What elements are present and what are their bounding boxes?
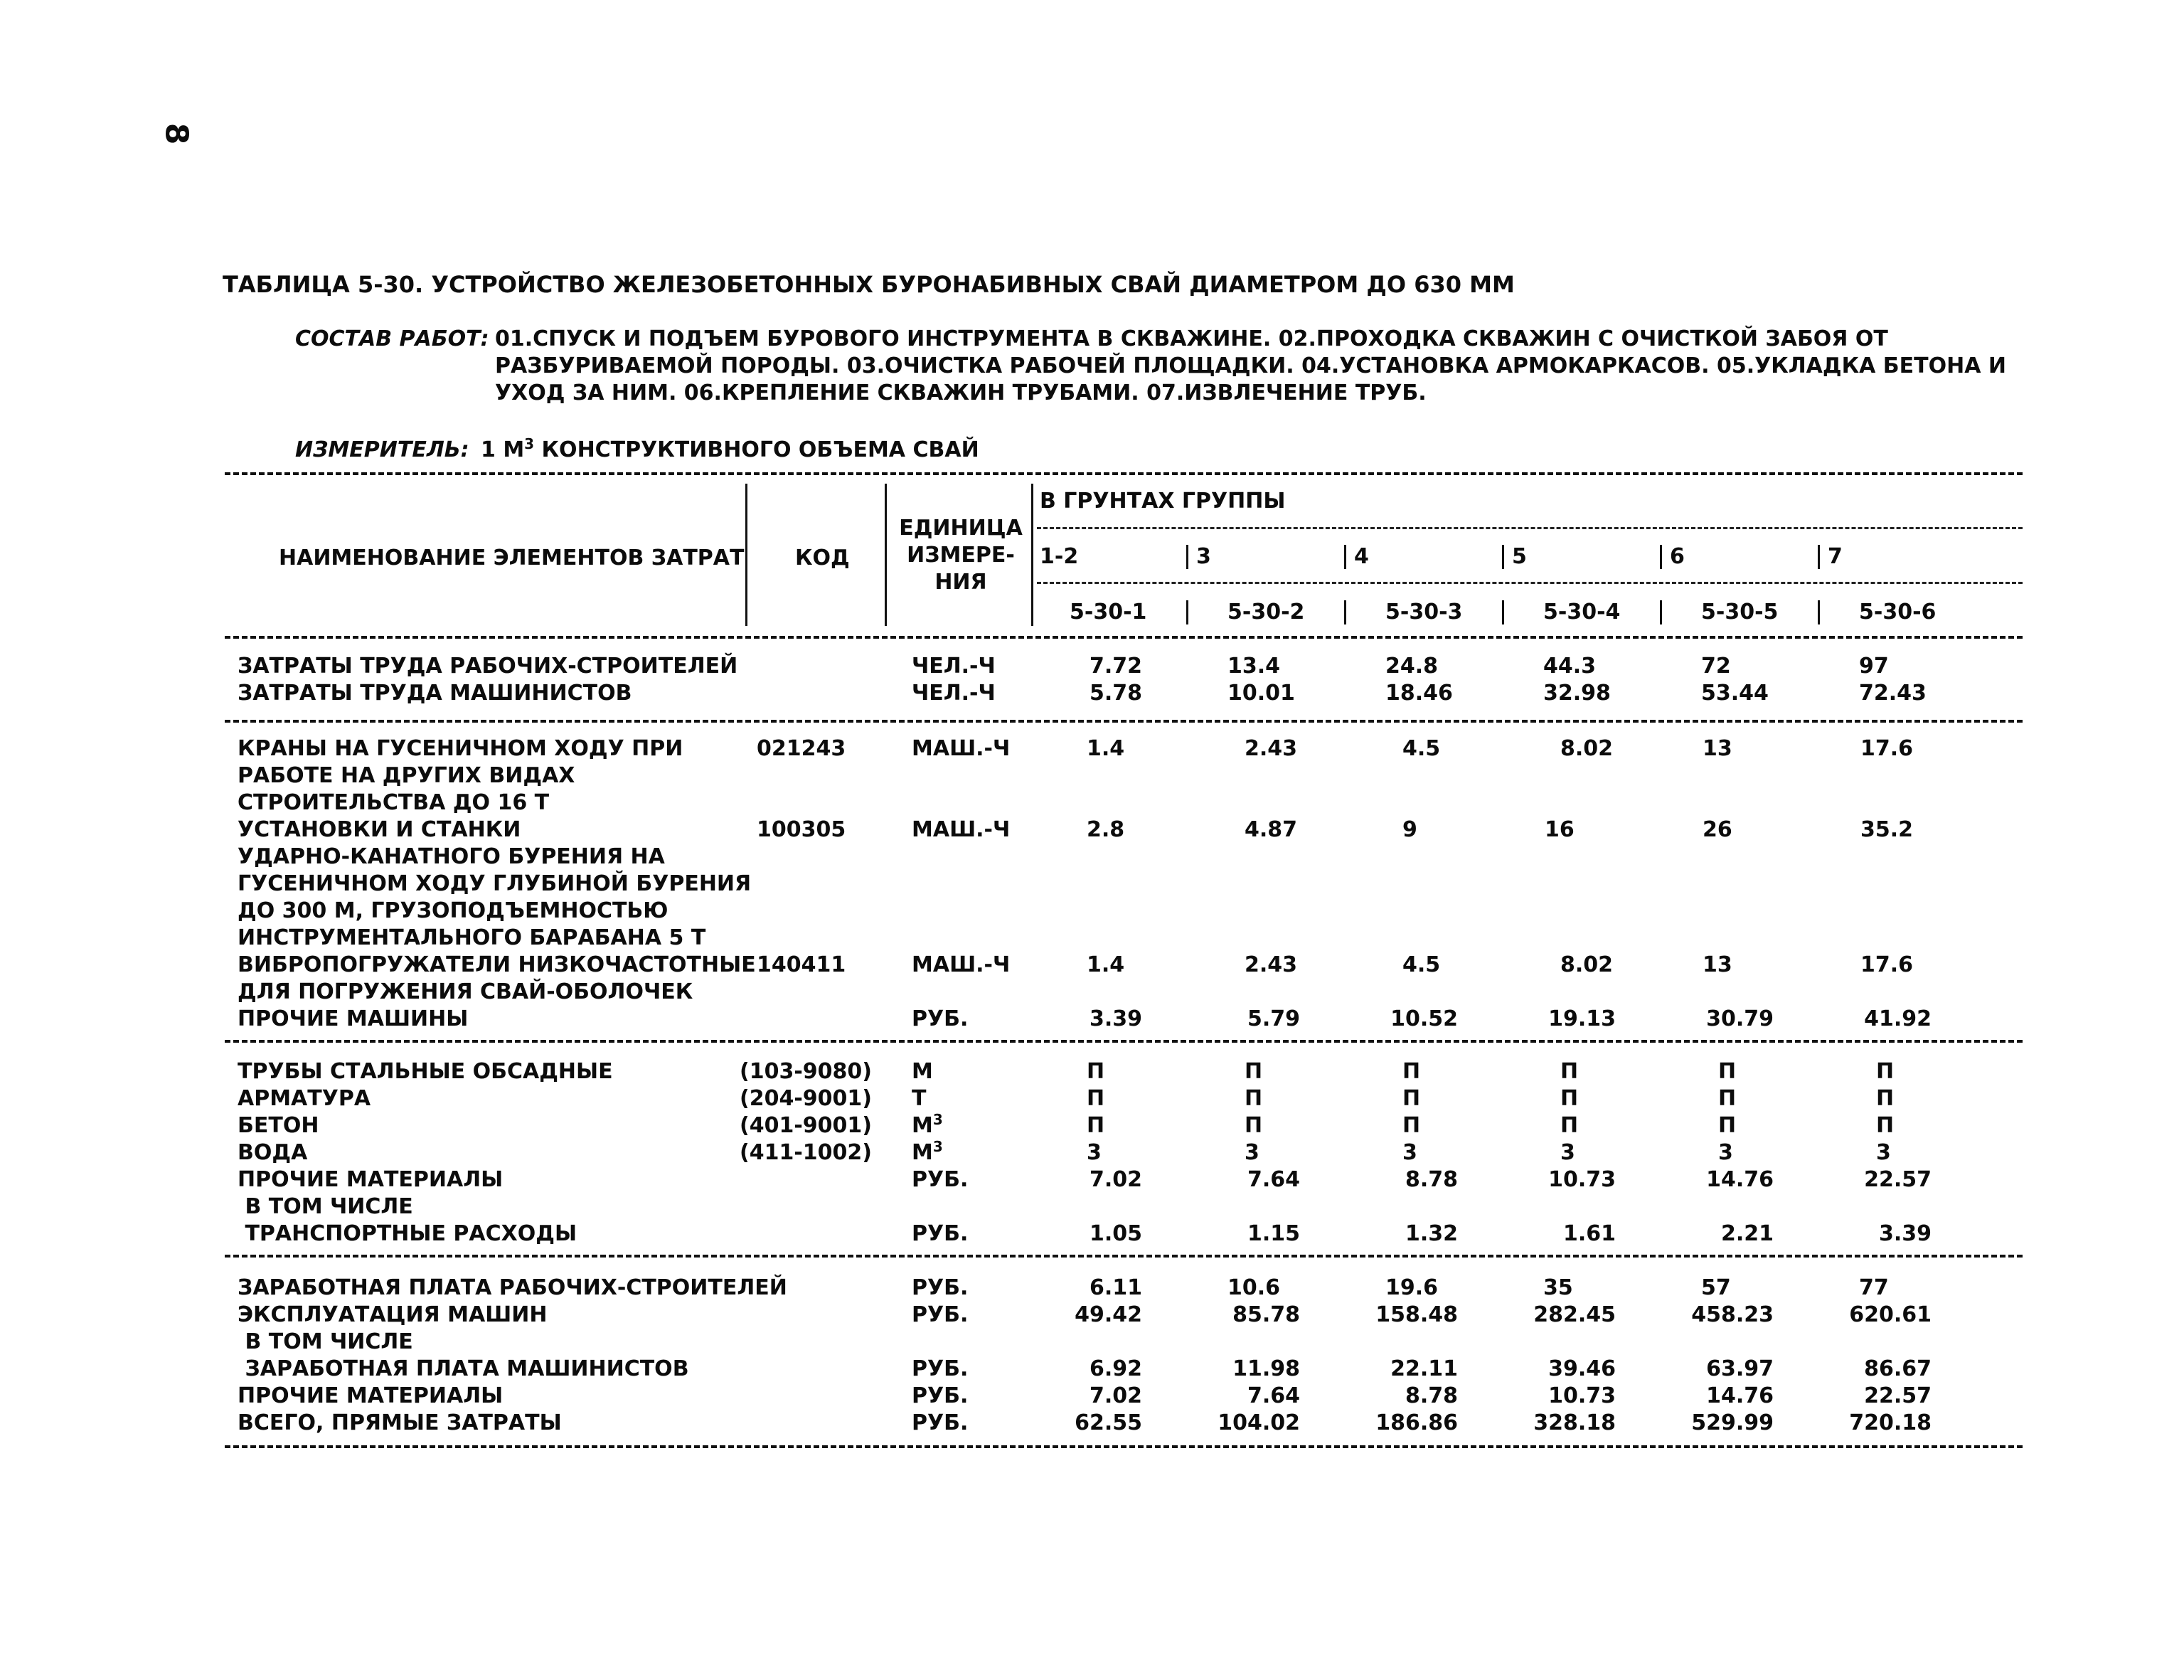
rule [1037, 582, 2023, 584]
row-unit: $М^3$ [912, 1111, 943, 1138]
cell: П [1245, 1086, 1263, 1111]
row-name: УДАРНО-КАНАТНОГО БУРЕНИЯ НА [238, 844, 665, 869]
cell: 49.42 [1075, 1302, 1142, 1327]
cell: 2.8 [1087, 817, 1125, 842]
work-composition-line: РАЗБУРИВАЕМОЙ ПОРОДЫ. 03.ОЧИСТКА РАБОЧЕЙ ПЛОЩАДКИ. 04.УСТАНОВКА АРМОКАРКАСОВ. 05.УКЛАДКА БЕТОНА И [495, 353, 2006, 378]
header-group: 5 [1512, 544, 1527, 569]
cell: 7.64 [1247, 1167, 1300, 1192]
cell: П [1876, 1113, 1895, 1138]
rule [225, 636, 2023, 639]
cell: 8.78 [1405, 1383, 1458, 1408]
row-unit: РУБ. [912, 1410, 969, 1435]
column-divider [1344, 600, 1346, 624]
row-name: РАБОТЕ НА ДРУГИХ ВИДАХ [238, 763, 575, 788]
row-name: ВИБРОПОГРУЖАТЕЛИ НИЗКОЧАСТОТНЫЕ [238, 952, 756, 977]
row-name: ЗАТРАТЫ ТРУДА МАШИНИСТОВ [238, 681, 632, 706]
header-group: 4 [1354, 544, 1369, 569]
row-name: ВСЕГО, ПРЯМЫЕ ЗАТРАТЫ [238, 1410, 562, 1435]
cell: 39.46 [1548, 1356, 1616, 1381]
cell: 17.6 [1860, 952, 1914, 977]
row-unit: ЧЕЛ.-Ч [912, 681, 996, 706]
header-unit: ИЗМЕРЕ- [907, 543, 1015, 568]
cell: 3 [1245, 1140, 1259, 1165]
row-unit: М [912, 1059, 933, 1084]
cell: 97 [1859, 654, 1889, 679]
cell: 3 [1560, 1140, 1575, 1165]
row-unit: МАШ.-Ч [912, 952, 1011, 977]
row-name: АРМАТУРА [238, 1086, 371, 1111]
cell: 458.23 [1691, 1302, 1774, 1327]
cell: 620.61 [1849, 1302, 1932, 1327]
cell: 16 [1545, 817, 1575, 842]
row-code: (204-9001) [740, 1086, 872, 1111]
cell: 10.52 [1390, 1006, 1458, 1031]
cell: 63.97 [1706, 1356, 1774, 1381]
cell: 3 [1876, 1140, 1891, 1165]
header-code-col: 5-30-1 [1070, 600, 1147, 624]
cell: 7.64 [1247, 1383, 1300, 1408]
row-name: ЗАРАБОТНАЯ ПЛАТА РАБОЧИХ-СТРОИТЕЛЕЙ [238, 1275, 787, 1300]
cell: 11.98 [1232, 1356, 1300, 1381]
cell: 19.6 [1385, 1275, 1439, 1300]
cell: 18.46 [1385, 681, 1453, 706]
table-title: ТАБЛИЦА 5-30. УСТРОЙСТВО ЖЕЛЕЗОБЕТОННЫХ БУРОНАБИВНЫХ СВАЙ ДИАМЕТРОМ ДО 630 ММ [223, 271, 1515, 298]
cell: 2.43 [1245, 736, 1298, 761]
column-divider [745, 484, 747, 626]
header-code-col: 5-30-5 [1701, 600, 1779, 624]
cell: 44.3 [1543, 654, 1597, 679]
cell: 6.11 [1089, 1275, 1142, 1300]
cell: 1.15 [1247, 1221, 1300, 1246]
row-name: ЗАРАБОТНАЯ ПЛАТА МАШИНИСТОВ [238, 1356, 689, 1381]
row-name: КРАНЫ НА ГУСЕНИЧНОМ ХОДУ ПРИ [238, 736, 683, 761]
row-unit: РУБ. [912, 1302, 969, 1327]
row-name: В ТОМ ЧИСЛЕ [238, 1194, 413, 1219]
cell: 186.86 [1375, 1410, 1458, 1435]
cell: 32.98 [1543, 681, 1611, 706]
cell: 4.87 [1245, 817, 1298, 842]
row-name: ГУСЕНИЧНОМ ХОДУ ГЛУБИНОЙ БУРЕНИЯ [238, 871, 752, 896]
cell: 10.6 [1227, 1275, 1281, 1300]
cell: 22.57 [1864, 1167, 1932, 1192]
header-unit: ЕДИНИЦА [899, 516, 1023, 541]
cell: 4.5 [1402, 952, 1441, 977]
cell: 3 [1087, 1140, 1102, 1165]
cell: 3.39 [1878, 1221, 1932, 1246]
row-unit: РУБ. [912, 1356, 969, 1381]
row-name: ДО 300 М, ГРУЗОПОДЪЕМНОСТЬЮ [238, 898, 668, 923]
row-unit: РУБ. [912, 1383, 969, 1408]
cell: 1.05 [1089, 1221, 1142, 1246]
row-unit: РУБ. [912, 1006, 969, 1031]
cell: 13.4 [1227, 654, 1281, 679]
row-code: (411-1002) [740, 1140, 872, 1165]
header-name: НАИМЕНОВАНИЕ ЭЛЕМЕНТОВ ЗАТРАТ [279, 546, 745, 570]
header-group-title: В ГРУНТАХ ГРУППЫ [1040, 489, 1286, 514]
cell: 57 [1701, 1275, 1731, 1300]
row-name: УСТАНОВКИ И СТАНКИ [238, 817, 521, 842]
header-group: 6 [1670, 544, 1685, 569]
cell: 104.02 [1218, 1410, 1300, 1435]
cell: 19.13 [1548, 1006, 1616, 1031]
cell: П [1402, 1059, 1421, 1084]
rule [225, 1040, 2023, 1043]
row-name: ТРУБЫ СТАЛЬНЫЕ ОБСАДНЫЕ [238, 1059, 613, 1084]
cell: 7.72 [1089, 654, 1142, 679]
rule [1037, 527, 2023, 529]
cell: П [1560, 1086, 1579, 1111]
row-name: ПРОЧИЕ МАТЕРИАЛЫ [238, 1167, 504, 1192]
cell: 328.18 [1533, 1410, 1616, 1435]
cell: П [1876, 1059, 1895, 1084]
cell: 41.92 [1864, 1006, 1932, 1031]
cell: 1.4 [1087, 952, 1125, 977]
rule [225, 472, 2023, 475]
cell: П [1087, 1059, 1105, 1084]
page-number: 8 [158, 122, 195, 145]
row-unit: ЧЕЛ.-Ч [912, 654, 996, 679]
cell: 13 [1703, 736, 1732, 761]
cell: 5.79 [1247, 1006, 1300, 1031]
column-divider [1502, 600, 1504, 624]
column-divider [1186, 545, 1188, 569]
work-composition-line: 01.СПУСК И ПОДЪЕМ БУРОВОГО ИНСТРУМЕНТА В СКВАЖИНЕ. 02.ПРОХОДКА СКВАЖИН С ОЧИСТКОЙ ЗАБОЯ ОТ [495, 326, 1888, 351]
work-composition-label: СОСТАВ РАБОТ: [295, 326, 489, 351]
row-name: ПРОЧИЕ МАШИНЫ [238, 1006, 469, 1031]
column-divider [1660, 545, 1662, 569]
cell: П [1560, 1113, 1579, 1138]
cell: 10.01 [1227, 681, 1295, 706]
cell: П [1402, 1113, 1421, 1138]
rule [225, 1255, 2023, 1258]
cell: 22.57 [1864, 1383, 1932, 1408]
cell: 53.44 [1701, 681, 1769, 706]
header-code-col: 5-30-4 [1543, 600, 1621, 624]
column-divider [1186, 600, 1188, 624]
row-name: СТРОИТЕЛЬСТВА ДО 16 Т [238, 790, 550, 815]
cell: П [1245, 1113, 1263, 1138]
cell: 17.6 [1860, 736, 1914, 761]
column-divider [1344, 545, 1346, 569]
column-divider [1818, 600, 1820, 624]
row-name: ВОДА [238, 1140, 308, 1165]
column-divider [1502, 545, 1504, 569]
row-unit: МАШ.-Ч [912, 817, 1011, 842]
cell: 1.61 [1562, 1221, 1616, 1246]
cell: 4.5 [1402, 736, 1441, 761]
cell: 8.02 [1560, 952, 1614, 977]
cell: П [1876, 1086, 1895, 1111]
cell: 35 [1543, 1275, 1573, 1300]
row-unit: РУБ. [912, 1221, 969, 1246]
cell: 14.76 [1706, 1167, 1774, 1192]
column-divider [1818, 545, 1820, 569]
cell: 13 [1703, 952, 1732, 977]
cell: П [1560, 1059, 1579, 1084]
header-group: 3 [1196, 544, 1211, 569]
cell: 10.73 [1548, 1383, 1616, 1408]
cell: 3 [1402, 1140, 1417, 1165]
cell: 72.43 [1859, 681, 1927, 706]
column-divider [1031, 484, 1033, 626]
row-unit: МАШ.-Ч [912, 736, 1011, 761]
row-unit: РУБ. [912, 1275, 969, 1300]
cell: 22.11 [1390, 1356, 1458, 1381]
cell: 7.02 [1089, 1167, 1142, 1192]
cell: П [1402, 1086, 1421, 1111]
row-code: 140411 [757, 952, 846, 977]
row-name: ПРОЧИЕ МАТЕРИАЛЫ [238, 1383, 504, 1408]
measure-value: 1 $М^3$ КОНСТРУКТИВНОГО ОБЪЕМА СВАЙ [481, 435, 979, 462]
cell: П [1718, 1113, 1737, 1138]
cell: 86.67 [1864, 1356, 1932, 1381]
cell: П [1718, 1059, 1737, 1084]
work-composition-line: УХОД ЗА НИМ. 06.КРЕПЛЕНИЕ СКВАЖИН ТРУБАМИ. 07.ИЗВЛЕЧЕНИЕ ТРУБ. [495, 381, 1427, 405]
row-name: ТРАНСПОРТНЫЕ РАСХОДЫ [238, 1221, 577, 1246]
cell: 3.39 [1089, 1006, 1142, 1031]
cell: П [1087, 1086, 1105, 1111]
header-group: 1-2 [1040, 544, 1079, 569]
cell: 10.73 [1548, 1167, 1616, 1192]
cell: 62.55 [1075, 1410, 1142, 1435]
cell: 8.02 [1560, 736, 1614, 761]
rule [225, 720, 2023, 723]
row-unit: РУБ. [912, 1167, 969, 1192]
measure-label: ИЗМЕРИТЕЛЬ: [295, 437, 469, 462]
cell: 9 [1402, 817, 1417, 842]
cell: 6.92 [1089, 1356, 1142, 1381]
cell: 529.99 [1691, 1410, 1774, 1435]
row-name: ДЛЯ ПОГРУЖЕНИЯ СВАЙ-ОБОЛОЧЕК [238, 979, 693, 1004]
cell: П [1245, 1059, 1263, 1084]
row-name: В ТОМ ЧИСЛЕ [238, 1329, 413, 1354]
cell: 1.32 [1405, 1221, 1458, 1246]
cell: 30.79 [1706, 1006, 1774, 1031]
cell: 3 [1718, 1140, 1733, 1165]
header-unit: НИЯ [934, 570, 987, 595]
row-name: ИНСТРУМЕНТАЛЬНОГО БАРАБАНА 5 Т [238, 925, 706, 950]
cell: 282.45 [1533, 1302, 1616, 1327]
column-divider [1660, 600, 1662, 624]
cell: 14.76 [1706, 1383, 1774, 1408]
row-unit: Т [912, 1086, 927, 1111]
cell: 2.43 [1245, 952, 1298, 977]
row-code: (103-9080) [740, 1059, 872, 1084]
cell: 26 [1703, 817, 1732, 842]
cell: 35.2 [1860, 817, 1914, 842]
header-code: КОД [795, 546, 850, 570]
row-name: ЭКСПЛУАТАЦИЯ МАШИН [238, 1302, 548, 1327]
row-code: (401-9001) [740, 1113, 872, 1138]
row-code: 100305 [757, 817, 846, 842]
row-name: ЗАТРАТЫ ТРУДА РАБОЧИХ-СТРОИТЕЛЕЙ [238, 654, 738, 679]
row-unit: $М^3$ [912, 1138, 943, 1165]
header-code-col: 5-30-6 [1859, 600, 1937, 624]
cell: 2.21 [1720, 1221, 1774, 1246]
cell: 158.48 [1375, 1302, 1458, 1327]
cell: 5.78 [1089, 681, 1142, 706]
cell: 1.4 [1087, 736, 1125, 761]
cell: 85.78 [1232, 1302, 1300, 1327]
cell: П [1087, 1113, 1105, 1138]
cell: 24.8 [1385, 654, 1439, 679]
header-code-col: 5-30-3 [1385, 600, 1463, 624]
row-name: БЕТОН [238, 1113, 319, 1138]
rule [225, 1445, 2023, 1448]
row-code: 021243 [757, 736, 846, 761]
cell: 72 [1701, 654, 1731, 679]
cell: 7.02 [1089, 1383, 1142, 1408]
column-divider [885, 484, 887, 626]
cell: 720.18 [1849, 1410, 1932, 1435]
cell: П [1718, 1086, 1737, 1111]
cell: 77 [1859, 1275, 1889, 1300]
header-code-col: 5-30-2 [1227, 600, 1305, 624]
cell: 8.78 [1405, 1167, 1458, 1192]
header-group: 7 [1828, 544, 1843, 569]
